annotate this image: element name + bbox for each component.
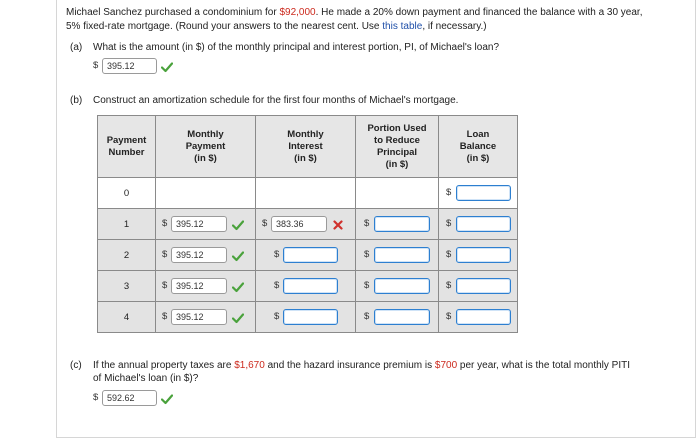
payment-cell (156, 302, 256, 333)
balance-cell (439, 209, 518, 240)
currency-symbol: $ (162, 311, 168, 322)
taxes-value: $1,670 (234, 360, 265, 371)
intro-text: Michael Sanchez purchased a condominium for (66, 7, 280, 18)
balance-input[interactable] (456, 309, 511, 325)
balance-input[interactable] (456, 247, 511, 263)
part-c-question-line-2: of Michael's loan (in $)? (93, 373, 199, 384)
amortization-table (97, 115, 518, 333)
currency-symbol: $ (364, 311, 370, 322)
payment-input[interactable]: 395.12 (171, 216, 227, 232)
payment-input[interactable]: 395.12 (171, 247, 227, 263)
part-b-question: Construct an amortization schedule for the first four months of Michael's mortgage. (93, 95, 459, 106)
principal-cell (356, 271, 439, 302)
balance-input[interactable] (456, 185, 511, 201)
principal-input[interactable] (374, 309, 430, 325)
balance-input[interactable] (456, 278, 511, 294)
principal-cell (356, 302, 439, 333)
header-monthly-interest: Monthly Interest (in $) (256, 116, 356, 178)
balance-cell (439, 178, 518, 209)
question-text: per year, what is the total monthly PITI (457, 360, 630, 371)
header-principal: Portion Used to Reduce Principal (in $) (356, 116, 439, 178)
insurance-value: $700 (434, 360, 458, 371)
currency-symbol: $ (162, 218, 168, 229)
intro-line-2 (66, 21, 487, 32)
payment-cell (156, 209, 256, 240)
currency-symbol: $ (274, 311, 280, 322)
payment-number: 4 (98, 302, 156, 333)
interest-input[interactable] (283, 278, 338, 294)
currency-symbol: $ (446, 249, 452, 260)
payment-number: 0 (98, 178, 156, 209)
part-a-label: (a) (70, 42, 83, 53)
intro-text: 5% fixed-rate mortgage. (Round your answers to the nearest cent. Use (66, 21, 383, 32)
intro-text: . He made a 20% down payment and financed the balance with a 30 year, (315, 7, 643, 18)
check-icon (232, 312, 244, 324)
payment-cell-empty (156, 178, 256, 209)
intro-text: , if necessary.) (422, 21, 487, 32)
currency-symbol: $ (446, 280, 452, 291)
check-icon (161, 393, 173, 405)
payment-number: 2 (98, 240, 156, 271)
interest-input[interactable] (283, 309, 338, 325)
currency-symbol: $ (93, 392, 99, 403)
check-icon (232, 281, 244, 293)
currency-symbol: $ (274, 249, 280, 260)
principal-cell (356, 209, 439, 240)
currency-symbol: $ (162, 249, 168, 260)
part-c-question-line-1 (93, 360, 630, 371)
table-row (98, 209, 518, 240)
part-c-label: (c) (70, 360, 82, 371)
check-icon (232, 219, 244, 231)
table-link[interactable]: this table (382, 21, 423, 32)
currency-symbol: $ (364, 280, 370, 291)
part-c-answer-input[interactable]: 592.62 (102, 390, 157, 406)
currency-symbol: $ (364, 218, 370, 229)
interest-input[interactable] (283, 247, 338, 263)
part-a-question: What is the amount (in $) of the monthly principal and interest portion, PI, of Michael's loan? (93, 42, 500, 53)
interest-cell-empty (256, 178, 356, 209)
currency-symbol: $ (162, 280, 168, 291)
interest-cell (256, 240, 356, 271)
balance-cell (439, 240, 518, 271)
interest-cell (256, 271, 356, 302)
currency-symbol: $ (446, 311, 452, 322)
balance-cell (439, 302, 518, 333)
table-row (98, 178, 518, 209)
principal-input[interactable] (374, 247, 430, 263)
currency-symbol: $ (364, 249, 370, 260)
interest-cell (256, 209, 356, 240)
payment-input[interactable]: 395.12 (171, 278, 227, 294)
header-payment-number: Payment Number (98, 116, 156, 178)
balance-input[interactable] (456, 216, 511, 232)
cross-icon (333, 220, 343, 230)
payment-number: 3 (98, 271, 156, 302)
principal-input[interactable] (374, 216, 430, 232)
principal-cell-empty (356, 178, 439, 209)
balance-cell (439, 271, 518, 302)
question-text: If the annual property taxes are (93, 360, 235, 371)
question-text: and the hazard insurance premium is (264, 360, 435, 371)
interest-input[interactable]: 383.36 (271, 216, 327, 232)
currency-symbol: $ (446, 187, 452, 198)
payment-number: 1 (98, 209, 156, 240)
payment-cell (156, 240, 256, 271)
table-row (98, 240, 518, 271)
currency-symbol: $ (262, 218, 268, 229)
table-row (98, 271, 518, 302)
price-value: $92,000 (279, 7, 316, 18)
principal-cell (356, 240, 439, 271)
header-monthly-payment: Monthly Payment (in $) (156, 116, 256, 178)
payment-input[interactable]: 395.12 (171, 309, 227, 325)
interest-cell (256, 302, 356, 333)
currency-symbol: $ (274, 280, 280, 291)
principal-input[interactable] (374, 278, 430, 294)
part-a-answer-input[interactable]: 395.12 (102, 58, 157, 74)
currency-symbol: $ (93, 60, 99, 71)
table-row (98, 302, 518, 333)
currency-symbol: $ (446, 218, 452, 229)
header-balance: Loan Balance (in $) (439, 116, 518, 178)
payment-cell (156, 271, 256, 302)
check-icon (232, 250, 244, 262)
part-b-label: (b) (70, 95, 83, 106)
intro-line-1 (66, 7, 643, 18)
check-icon (161, 61, 173, 73)
